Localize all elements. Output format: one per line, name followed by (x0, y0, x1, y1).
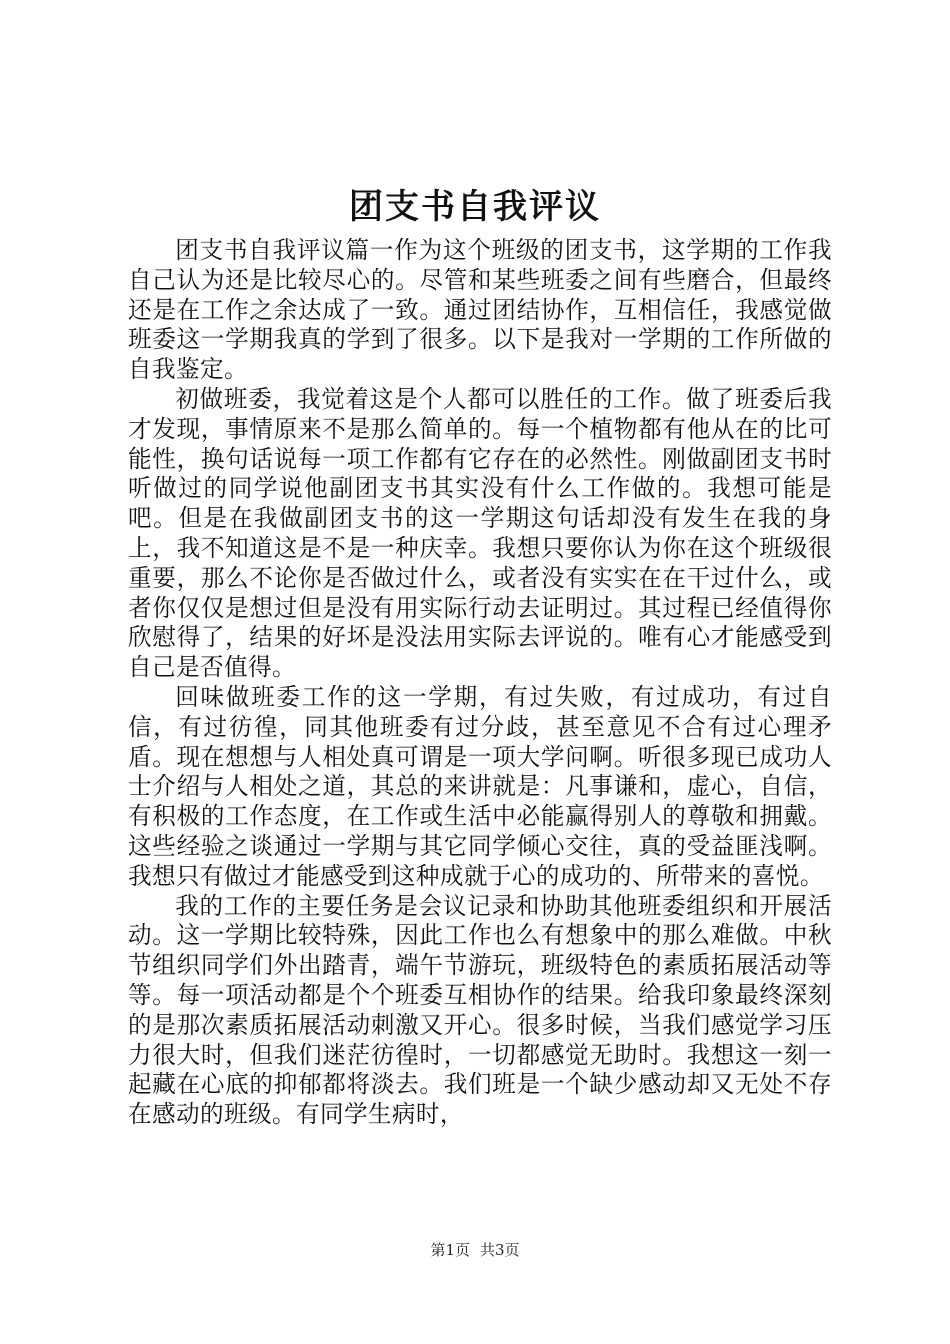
paragraph-3: 回味做班委工作的这一学期，有过失败，有过成功，有过自信，有过彷徨，同其他班委有过分歧，甚至意见不合有过心理矛盾。现在想想与人相处真可谓是一项大学问啊。听很多现已成功人士介绍与人相处之道，其总的来讲就是：凡事谦和，虚心，自信，有积极的工作态度，在工作或生活中必能赢得别人的尊敬和拥戴。这些经验之谈通过一学期与其它同学倾心交往，真的受益匪浅啊。我想只有做过才能感受到这种成就于心的成功的、所带来的喜悦。 (128, 682, 832, 890)
paragraph-4: 我的工作的主要任务是会议记录和协助其他班委组织和开展活动。这一学期比较特殊，因此工作也么有想象中的那么难做。中秋节组织同学们外出踏青，端午节游玩，班级特色的素质拓展活动等等。每一项活动都是个个班委互相协作的结果。给我印象最终深刻的是那次素质拓展活动刺激又开心。很多时候，当我们感觉学习压力很大时，但我们迷茫彷徨时，一切都感觉无助时。我想这一刻一起藏在心底的抑郁都将淡去。我们班是一个缺少感动却又无处不存在感动的班级。有同学生病时， (128, 891, 832, 1129)
document-title: 团支书自我评议 (349, 187, 601, 227)
paragraph-2: 初做班委，我觉着这是个人都可以胜任的工作。做了班委后我才发现，事情原来不是那么简单的。每一个植物都有他从在的比可能性，换句话说每一项工作都有它存在的必然性。刚做副团支书时听做过的同学说他副团支书其实没有什么工作做的。我想可能是吧。但是在我做副团支书的这一学期这句话却没有发生在我的身上，我不知道这是不是一种庆幸。我想只要你认为你在这个班级很重要，那么不论你是否做过什么，或者没有实实在在干过什么，或者你仅仅是想过但是没有用实际行动去证明过。其过程已经值得你欣慰得了，结果的好坏是没法用实际去评说的。唯有心才能感受到自己是否值得。 (128, 384, 832, 682)
page-number: 第1页 (430, 1241, 470, 1259)
document-body (128, 236, 832, 1130)
page-total: 共3页 (480, 1241, 520, 1259)
paragraph-1: 团支书自我评议篇一作为这个班级的团支书，这学期的工作我自己认为还是比较尽心的。尽管和某些班委之间有些磨合，但最终还是在工作之余达成了一致。通过团结协作，互相信任，我感觉做班委这一学期我真的学到了很多。以下是我对一学期的工作所做的自我鉴定。 (128, 236, 832, 384)
page-footer (0, 1240, 950, 1260)
